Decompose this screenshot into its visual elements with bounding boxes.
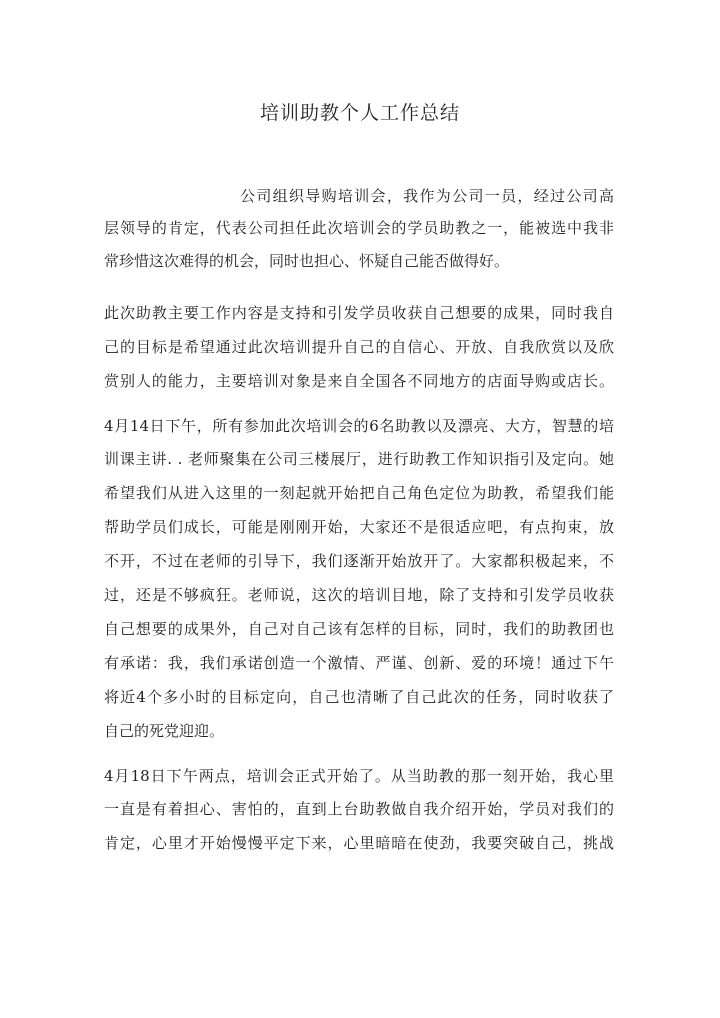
paragraph-line: 自己想要的成果外，自己对自己该有怎样的目标，同时，我们的助教团也	[104, 620, 614, 638]
document-title: 培训助教个人工作总结	[259, 102, 460, 124]
paragraph-line: 将近4个多小时的目标定向，自己也清晰了自己此次的任务，同时收获了	[104, 688, 614, 706]
paragraph-line: 希望我们从进入这里的一刻起就开始把自己角色定位为助教，希望我们能	[104, 484, 614, 502]
paragraph-line: 常珍惜这次难得的机会，同时也担心、怀疑自己能否做得好。	[104, 252, 510, 270]
paragraph-line: 4月18日下午两点，培训会正式开始了。从当助教的那一刻开始，我心里	[104, 767, 614, 785]
paragraph-line: 一直是有着担心、害怕的，直到上台助教做自我介绍开始，学员对我们的	[104, 800, 614, 818]
paragraph-line: 层领导的肯定，代表公司担任此次培训会的学员助教之一，能被选中我非	[104, 219, 614, 237]
paragraph-line: 过，还是不够疯狂。老师说，这次的培训目地，除了支持和引发学员收获	[104, 586, 614, 604]
paragraph-line: 此次助教主要工作内容是支持和引发学员收获自己想要的成果，同时我自	[104, 304, 614, 322]
paragraph-line: 己的目标是希望通过此次培训提升自己的自信心、开放、自我欣赏以及欣	[104, 338, 614, 356]
paragraph-line: 不开，不过在老师的引导下，我们逐渐开始放开了。大家都积极起来，不	[104, 552, 614, 570]
paragraph-line: 赏别人的能力，主要培训对象是来自全国各不同地方的店面导购或店长。	[104, 372, 614, 390]
paragraph-line: 肯定，心里才开始慢慢平定下来，心里暗暗在使劲，我要突破自己，挑战	[104, 834, 614, 852]
paragraph-line: 有承诺：我，我们承诺创造一个激情、严谨、创新、爱的环境！通过下午	[104, 654, 614, 672]
paragraph-line: 公司组织导购培训会，我作为公司一员，经过公司高	[240, 187, 614, 205]
paragraph-line: 自己的死党迎迎。	[104, 722, 225, 740]
paragraph-line: 训课主讲. . 老师聚集在公司三楼展厅，进行助教工作知识指引及定向。她	[104, 450, 614, 468]
paragraph-line: 4月14日下午，所有参加此次培训会的6名助教以及漂亮、大方，智慧的培	[104, 417, 614, 435]
paragraph-line: 帮助学员们成长，可能是刚刚开始，大家还不是很适应吧，有点拘束，放	[104, 518, 614, 536]
